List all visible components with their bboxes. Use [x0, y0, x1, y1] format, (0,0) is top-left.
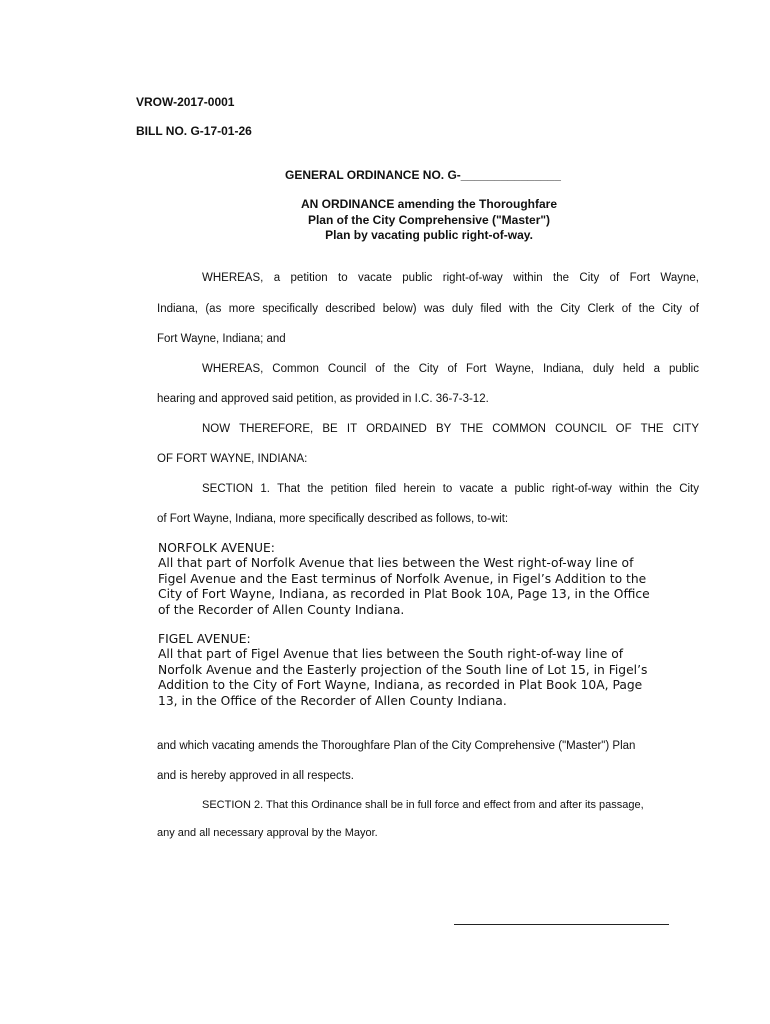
description-heading: NORFOLK AVENUE:	[158, 541, 275, 555]
now-therefore-line-1: NOW THEREFORE, BE IT ORDAINED BY THE COMMON COUNCIL OF THE CITY	[202, 423, 699, 435]
bill-number: BILL NO. G-17-01-26	[136, 124, 252, 138]
section-1-line-1: SECTION 1. That the petition filed herein to vacate a public right-of-way within the City	[202, 483, 699, 495]
whereas-1-line-1: WHEREAS, a petition to vacate public right-of-way within the City of Fort Wayne,	[202, 272, 699, 284]
description-line: City of Fort Wayne, Indiana, as recorded in Plat Book 10A, Page 13, in the Office	[158, 587, 650, 602]
description-line: All that part of Figel Avenue that lies between the South right-of-way line of	[158, 647, 624, 662]
description-heading: FIGEL AVENUE:	[158, 632, 251, 646]
signature-line	[454, 924, 669, 925]
whereas-1-line-2: Indiana, (as more specifically described below) was duly filed with the City Clerk of the City of	[157, 303, 699, 315]
subtitle-line: Plan of the City Comprehensive ("Master")	[307, 212, 551, 227]
description-line: Addition to the City of Fort Wayne, Indiana, as recorded in Plat Book 10A, Page	[158, 678, 643, 693]
description-line: 13, in the Office of the Recorder of Allen County Indiana.	[158, 693, 507, 708]
vacating-line-2: and is hereby approved in all respects.	[157, 770, 354, 782]
section-2-line-1: SECTION 2. That this Ordinance shall be in full force and effect from and after its passage,	[202, 799, 644, 811]
subtitle-line: AN ORDINANCE amending the Thoroughfare	[300, 197, 557, 211]
case-number: VROW-2017-0001	[136, 95, 235, 109]
norfolk-avenue-description	[158, 541, 678, 618]
now-therefore-line-2: OF FORT WAYNE, INDIANA:	[157, 453, 308, 465]
section-1-line-2: of Fort Wayne, Indiana, more specifically described as follows, to-wit:	[157, 513, 509, 525]
figel-avenue-description	[158, 632, 678, 709]
description-line: All that part of Norfolk Avenue that lies between the West right-of-way line of	[158, 556, 634, 571]
section-2-line-2: any and all necessary approval by the Mayor.	[157, 827, 378, 839]
whereas-2-line-1: WHEREAS, Common Council of the City of Fort Wayne, Indiana, duly held a public	[202, 363, 699, 375]
description-line: Norfolk Avenue and the Easterly projection of the South line of Lot 15, in Figel’s	[158, 662, 648, 677]
whereas-1-line-3: Fort Wayne, Indiana; and	[157, 333, 286, 345]
ordinance-subtitle	[259, 197, 599, 244]
ordinance-number: GENERAL ORDINANCE NO. G-_______________	[285, 168, 561, 182]
subtitle-line: Plan by vacating public right-of-way.	[325, 228, 533, 242]
description-line: Figel Avenue and the East terminus of Norfolk Avenue, in Figel’s Addition to the	[158, 571, 647, 586]
description-line: of the Recorder of Allen County Indiana.	[158, 602, 405, 617]
whereas-2-line-2: hearing and approved said petition, as provided in I.C. 36-7-3-12.	[157, 393, 489, 405]
vacating-line-1: and which vacating amends the Thoroughfare Plan of the City Comprehensive ("Master") Plan	[157, 740, 636, 752]
